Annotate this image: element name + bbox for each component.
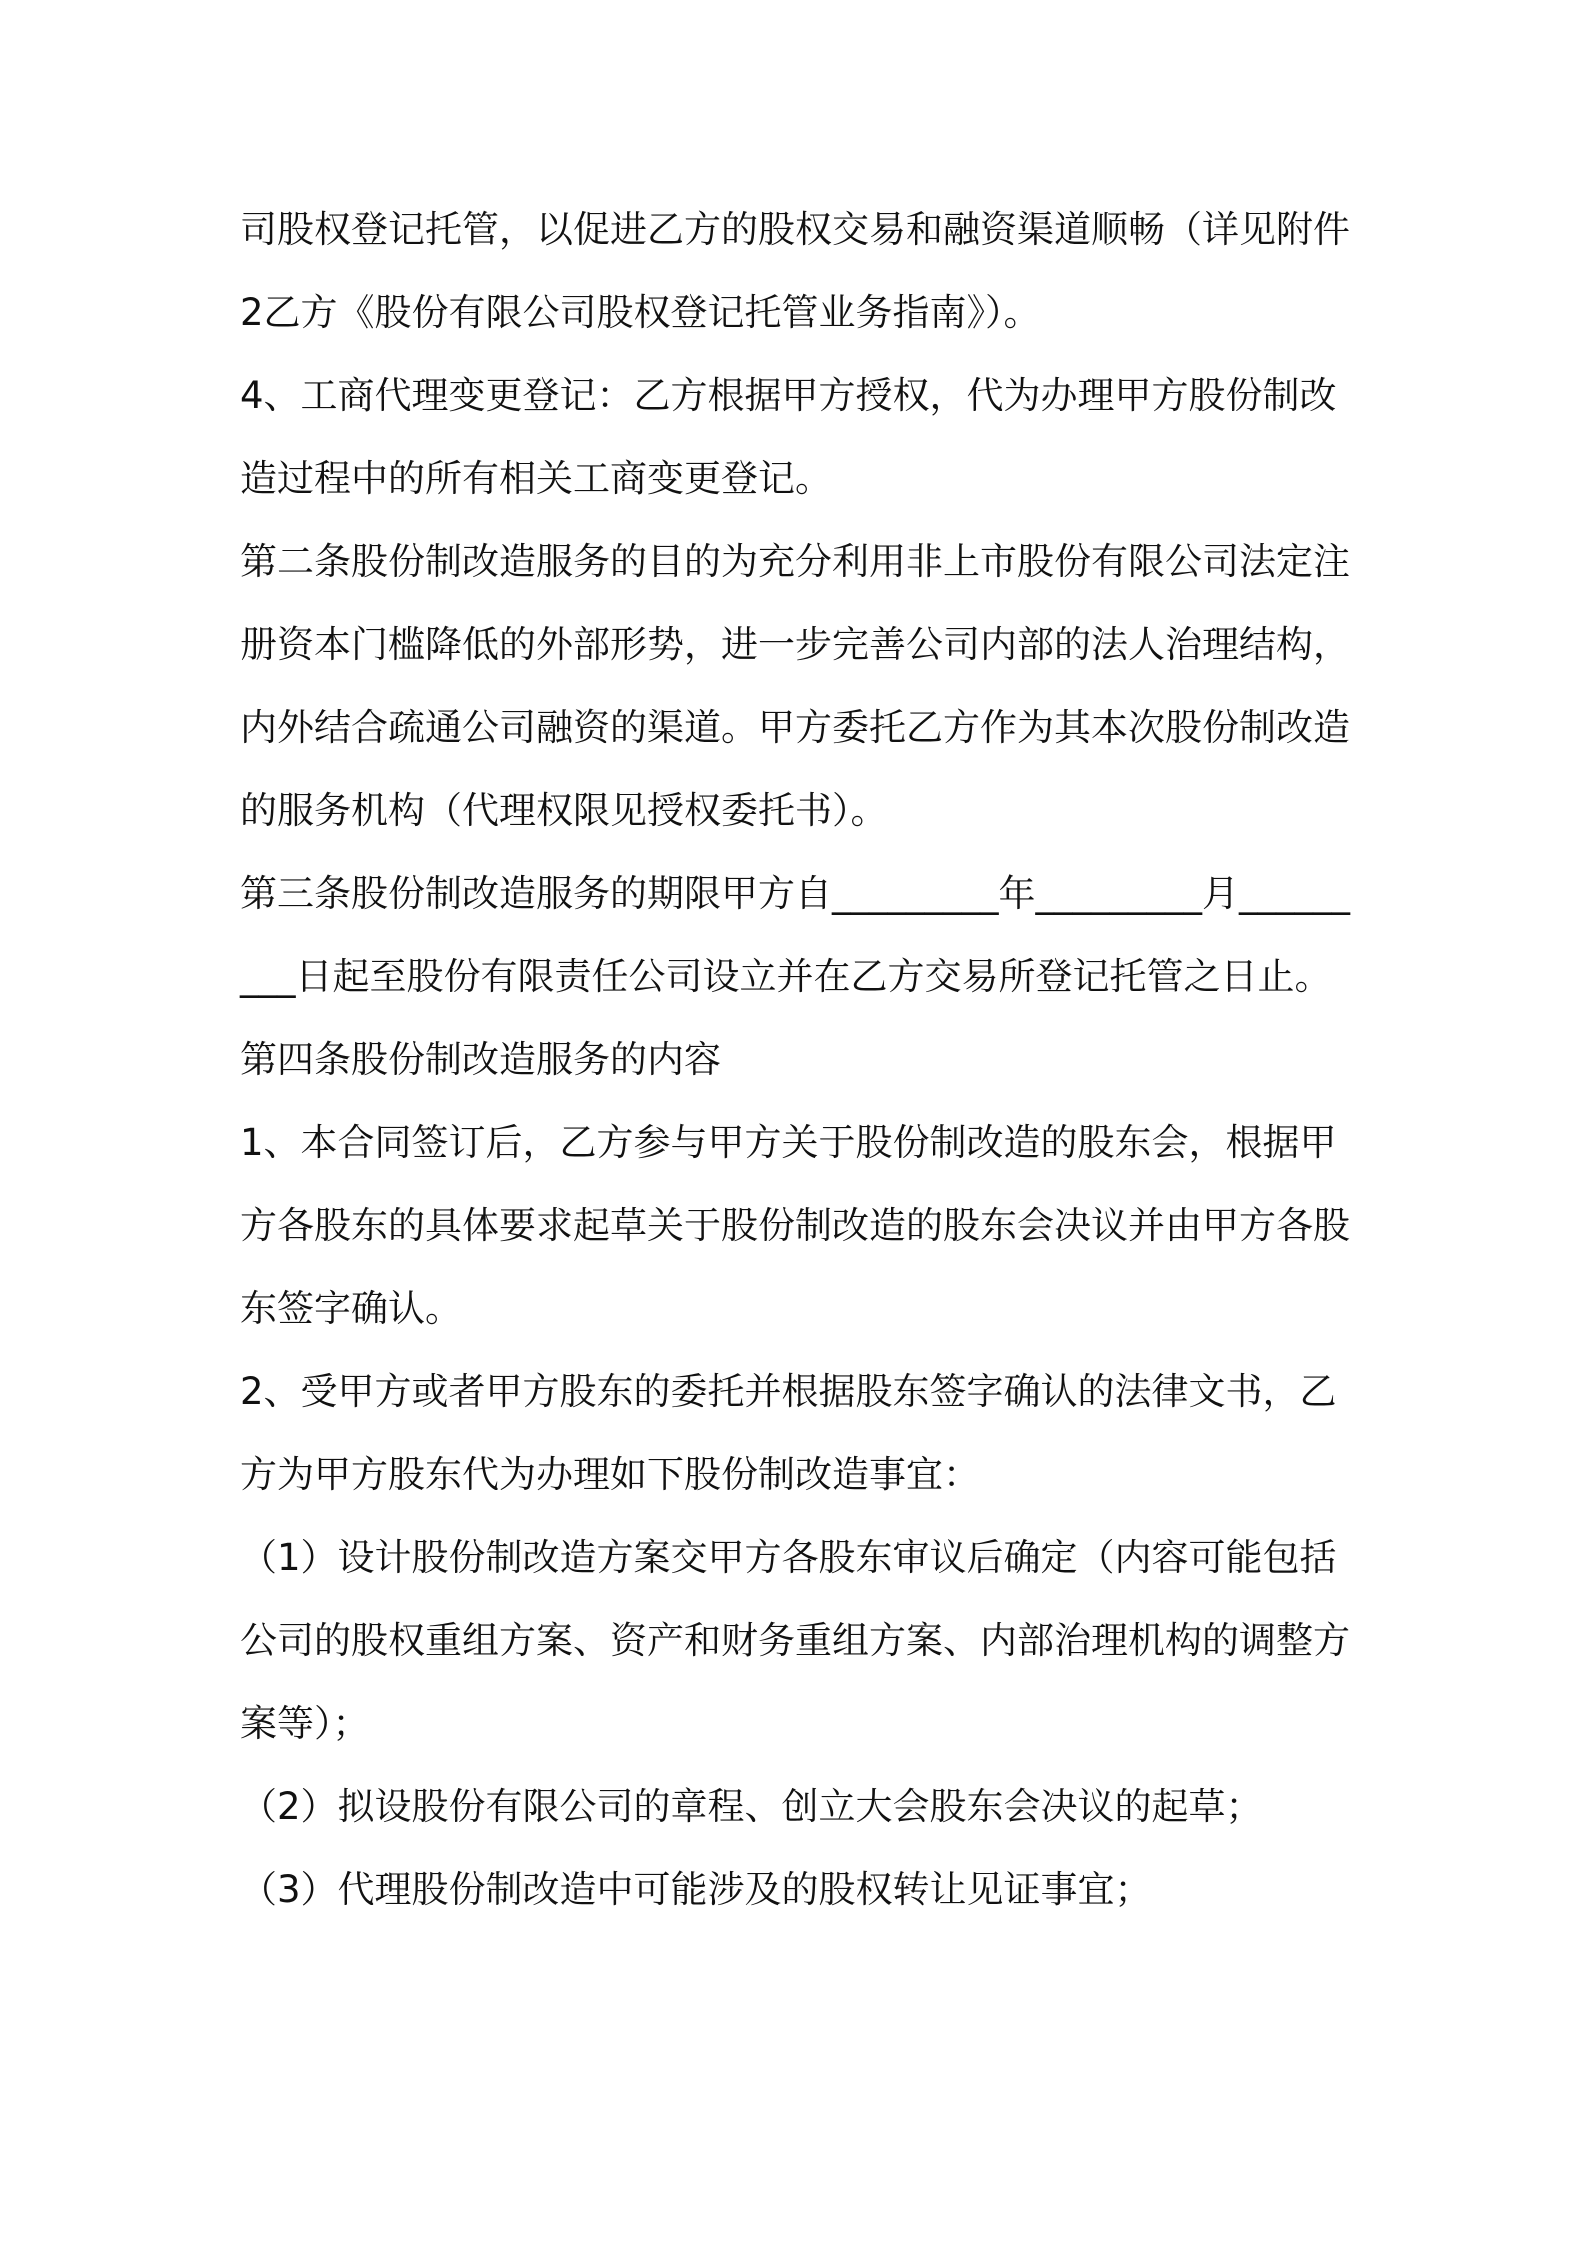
paragraph-item-two: 2、受甲方或者甲方股东的委托并根据股东签字确认的法律文书，乙方为甲方股东代为办理如下股份制改造事宜： [240, 1370, 1337, 1496]
paragraph-item-one: 1、本合同签订后，乙方参与甲方关于股份制改造的股东会，根据甲方各股东的具体要求起草关于股份制改造的股东会决议并由甲方各股东签字确认。 [240, 1121, 1350, 1330]
paragraph-article-three: 第三条股份制改造服务的期限甲方自_________年_________月_________日起至股份有限责任公司设立并在乙方交易所登记托管之日止。 [240, 872, 1350, 998]
paragraph-article-two: 第二条股份制改造服务的目的为充分利用非上市股份有限公司法定注册资本门槛降低的外部形势，进一步完善公司内部的法人治理结构，内外结合疏通公司融资的渠道。甲方委托乙方作为其本次股份制改造的服务机构（代理权限见授权委托书）。 [240, 540, 1350, 832]
paragraph-article-four-heading: 第四条股份制改造服务的内容 [240, 1038, 721, 1081]
paragraph-business-registration: 4、工商代理变更登记：乙方根据甲方授权，代为办理甲方股份制改造过程中的所有相关工商变更登记。 [240, 374, 1337, 500]
paragraph-subitem-one: （1）设计股份制改造方案交甲方各股东审议后确定（内容可能包括公司的股权重组方案、资产和财务重组方案、内部治理机构的调整方案等）； [240, 1536, 1350, 1745]
paragraph-equity-custody: 司股权登记托管，以促进乙方的股权交易和融资渠道顺畅（详见附件2乙方《股份有限公司股权登记托管业务指南》）。 [240, 208, 1350, 334]
document-body [240, 188, 1360, 1931]
paragraph-subitem-two: （2）拟设股份有限公司的章程、创立大会股东会决议的起草； [240, 1785, 1263, 1828]
paragraph-subitem-three: （3）代理股份制改造中可能涉及的股权转让见证事宜； [240, 1868, 1152, 1911]
